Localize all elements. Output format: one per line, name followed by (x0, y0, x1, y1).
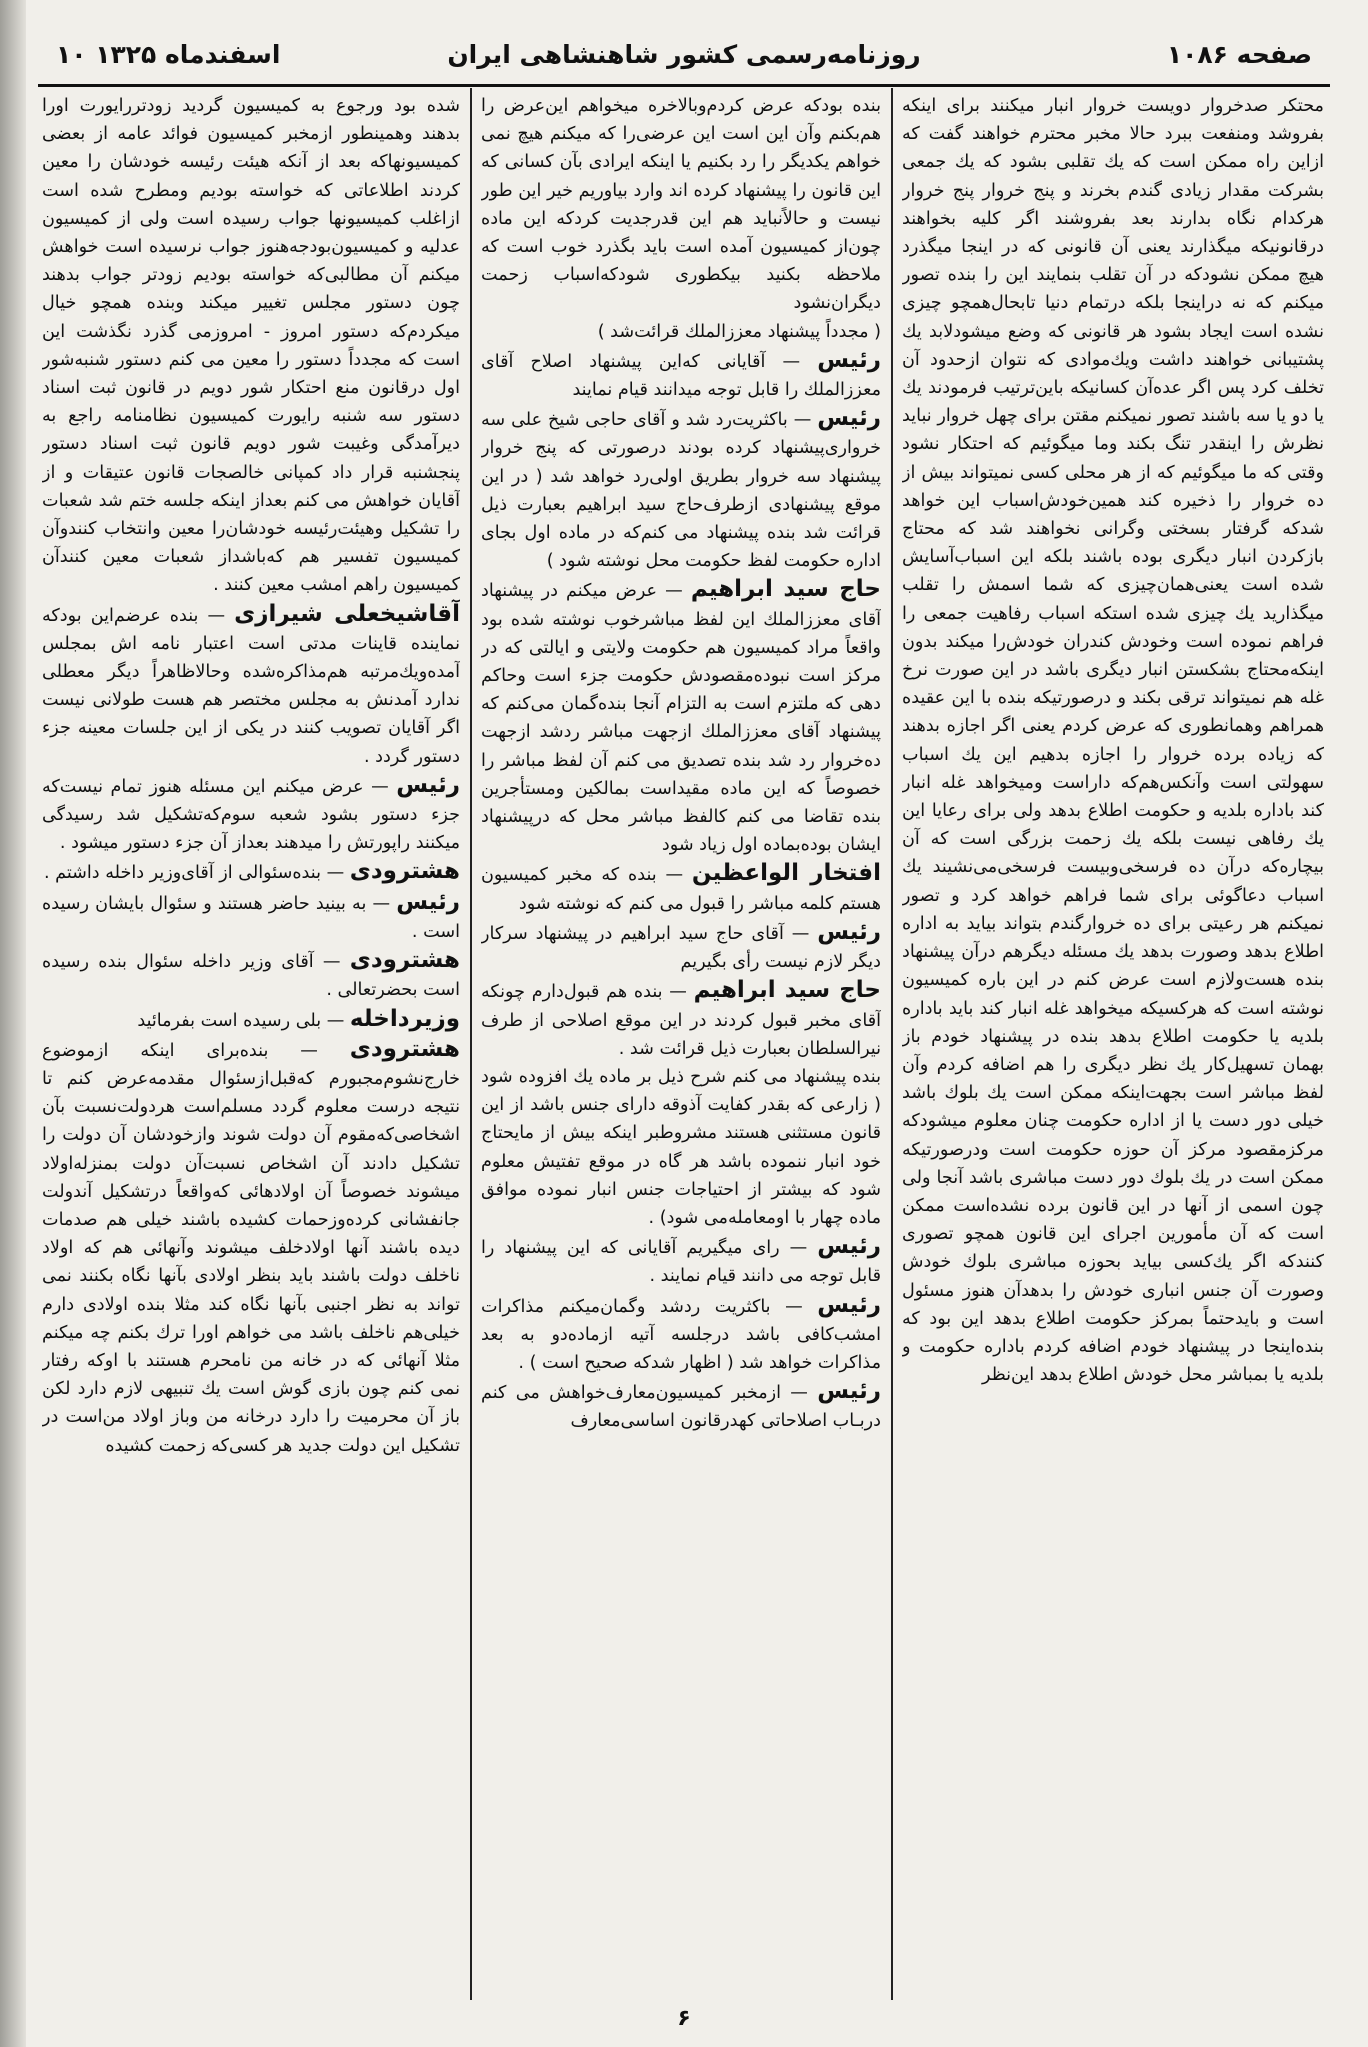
paragraph: شده بود ورجوع به کمیسیون گردید زودتررایورت اورا بدهند وهمینطور ازمخبر کمیسیون فوائد عامه از بعضی کمیسیونهاکه بعد از آنکه هیئت رئیسه خودشان را معین کردند اطلاعاتی که خواسته بودیم ومطرح شده است ازاغلب کمیسیونها جواب رسیده است ولی از کمیسیون عدلیه و کمیسیون‌بودجه‌هنوز جواب نرسیده است خواهش میکنم آن مطالبی‌که خواسته بودیم زودتر جواب بدهند چون دستور مجلس تغییر میکند وبنده همچو خیال میکردم‌که دستور امروز - امروزمی گذرد نگذشت این است که مجدداً دستور را معین می کنم دستور شنبه‌شور اول درقانون منع احتکار شور دویم در قانون ثبت اسناد دستور سه شنبه رایورت کمیسیون نظامنامه راجع به دیرآمدگی وغیبت شور دویم قانون ثبت اسناد دستور پنجشنبه قرار داد کمپانی خالصجات قانون عتیقات و از آقایان خواهش می کنم بعداز اینکه جلسه ختم شد شعبات را تشکیل وهیئت‌رئیسه خودشان‌را معین وانتخاب کنندوآن کمیسیون تفسیر هم که‌باشداز شعبات معین کنندآن کمیسیون راهم امشب معین کنند . (42, 96, 460, 596)
speaker-name: رئیس (396, 771, 460, 798)
issue-date: ۱۰ اسفندماه ۱۳۲۵ (56, 40, 281, 69)
column-divider-right (891, 88, 893, 2000)
speaker-name: رئیس (817, 918, 881, 945)
header-rule (38, 84, 1330, 87)
gazette-title: روزنامه‌رسمی کشور شاهنشاهی ایران (447, 40, 921, 69)
speaker-name: رئیس (817, 1291, 881, 1318)
speaker-name: حاج سید ابراهیم (690, 576, 881, 603)
paragraph: ( مجدداً پیشنهاد معزز‌الملك قرائت‌شد ) (597, 321, 881, 342)
paragraph: آقاشیخعلی شیرازی — بنده عرضم‌این بودکه نماینده قاینات مدتی است اعتبار نامه اش بمجلس آمده‌ویك‌مرتبه هم‌مذاکره‌شده وحالاظاهراً دیگر معطلی ندارد آمدنش به مجلس مختصر هم هست طولانی نیست اگر آقایان تصویب کنند در یکی از این جلسات معینه جزء دستور گردد . (42, 600, 460, 767)
speaker-name: حاج سید ابراهیم (693, 977, 881, 1004)
paragraph: رئیس — ازمخبر کمیسیون‌معارف‌خواهش می کنم دربـاب اصلاحاتی کهدرقانون اساسی‌معارف (481, 1378, 881, 1432)
column-middle (481, 92, 881, 1992)
paragraph: رئیس — به بینید حاضر هستند و سئوال بایشان رسیده است . (42, 888, 460, 942)
column-divider-left (470, 88, 472, 2000)
paragraph: رئیس — رای میگیریم آقایانی که این پیشنهاد را قابل توجه می دانند قیام نمایند . (481, 1233, 881, 1287)
paragraph: رئیس — عرض میکنم این مسئله هنوز تمام نیست‌که جزء دستور بشود شعبه سوم‌که‌تشکیل شد رسیدگی میکنند راپورتش را میدهند بعداز آن جزء دستور میشود . (42, 771, 460, 854)
paragraph: حاج سید ابراهیم — عرض میکنم در پیشنهاد آقای معزز‌الملك این لفظ مباشرخوب نوشته شده بود واقعاً مراد کمیسیون هم حکومت ولایتی و ایالتی که در مرکز است نبوده‌مقصودش حکومت جزء است وحاکم دهی که ملتزم است به التزام آنجا بنده‌گمان می‌کنم که پیشنهاد آقای معزز‌الملك ازجهت مباشر ردشد ازجهت ده‌خروار رد شد بنده تصدیق می کنم آن لفظ مباشر را خصوصاً که این ماده مقیداست بمالکین ومستأجرین بنده تقاضا می کنم کالفظ مباشر محل که درپیشنهاد ایشان بوده‌بماده اول زیاد شود (481, 576, 881, 856)
speaker-name: رئیس (817, 405, 881, 432)
paragraph: رئیس — باکثریت‌رد شد و آقای حاجی شیخ علی سه خرواری‌پیشنهاد کرده بودند درصورتی که پنج خروار پیشنهاد سه خروار بطریق اولی‌رد خواهد شد ( در این موقع پیشنهادی ازطرف‌حاج سید ابراهیم بعبارت ذیل قرائت شد بنده پیشنهاد می کنم‌که در ماده اول بجای اداره حکومت لفظ حکومت محل نوشته شود ) (481, 405, 881, 572)
page-header (38, 22, 1330, 82)
page-label: صفحه ۱۰۸۶ (1166, 40, 1312, 69)
speaker-name: رئیس (817, 346, 881, 373)
column-left (42, 92, 460, 1992)
paragraph: محتکر صدخروار دویست خروار انبار میکنند برای اینکه بفروشد ومنفعت ببرد حالا مخبر محترم خواهند گفت که ازاین راه ممکن است که یك تقلبی بشود که یك جمعی بشرکت مقدار زیادی گندم بخرند و پنج خروار پنج خروار هرکدام نگاه بدارند بعد بفروشند اگر کلیه بخواهند درقانونیکه میگذارند یعنی آن قانونی که در اینجا میگذرد هیچ ممکن نشودکه در آن تقلب بنمایند این را بنده تصور میکنم که نه دراینجا بلکه درتمام دنیا تابحال‌همچو چیزی نشده است ایجاد بشود هر قانونی که وضع میشودلابد یك پشتیبانی خواهند داشت ویك‌موادی که نتوان ازحدود آن تخلف کرد پس اگر عده‌آن کسانیکه باین‌ترتیب فرمودند یك یا دو یا سه باشند تصور نمیکنم مقتن برای چهل خروار نباید نظرش را اینقدر تنگ بکند وما میگوئیم که احتکار نشود وقتی که ما میگوئیم که از هر محلی کسی نمیتواند بیش از ده خروار را ذخیره کند همین‌خودش‌اسباب این خواهد شدکه گرفتار بسختی وگرانی نخواهند شد که محتاج بازکردن انبار دیگری بوده باشند بلکه این اسباب‌آسایش شده است یعنی‌همان‌چیزی که شما اسمش را تقلب میگذارید یك چیزی شده استکه اسباب رفاهیت جمعی را فراهم نموده است وخودش کندران خودش‌را میکند بدون اینکه‌محتاج بشکستن انبار دیگری باشد در این صورت نرخ غله هم نمیتواند ترقی بکند و درصورتیکه بنده با این عقیده همراهم وهمانطوری که عرض کردم یعنی اگر اجازه بدهند که زیاده برده خروار را اجازه بدهیم این یك اسباب سهولتی است وآنکس‌هم‌که داراست ومیخواهد غله انبار کند باداره بلدیه و حکومت اطلاع بدهد ولی برای رعایا این یك رفاهی نیست بلکه یك زحمت بزرگی است که آن بیچاره‌که درآن ده فرسخی‌وبیست فرسخی‌می‌نشیند یك اسباب دعاگوئی برای شما فراهم خواهد کرد و تصور نمیکنم هر رعیتی برای ده خروارگندم بتواند بیاید به اداره اطلاع بدهد وصورت بدهد یك مسئله دیگرهم درآن پیشنهاد بنده هست‌ولازم است عرض کنم در این باره کمیسیون نوشته است که هرکسیکه میخواهد غله انبار کند باید باداره بلدیه یا حکومت اطلاع بدهد بنده در پیشنهاد خودم باز بهمان تسهیل‌کار یك نظر دیگری را هم اضافه کردم وآن لفظ مباشر است بجهت‌اینکه ممکن است یك بلوك باشد خیلی دور دست یا از اداره حکومت چنان معلوم میشودکه مرکزمقصود مرکز آن حوزه حکومت است ودرصورتیکه ممکن است در یك بلوك دور دست مباشری باشد آنجا ولی چون اسمی از آنها در این قانون برده نشده‌است ممکن است که آن مأمورین اجرای این قانون همچو تصوری کنندکه اگر یك‌کسی بیاید بحوزه مباشری بلوك خودش وصورت آن جنس انباری خودش را بدهدآن هنوز مسئول است و بایدحتماً بمرکز حکومت اطلاع بدهد این بود که بنده‌اینجا در پیشنهاد خودم اضافه کردم باداره حکومت و بلدیه یا بمباشر محل خودش اطلاع بدهد این‌نظر (902, 96, 1324, 1386)
speaker-name: رئیس (396, 888, 460, 915)
paragraph: بنده بودکه عرض کردم‌وبالاخره میخواهم این‌عرض را هم‌بکنم وآن این است این عرضی‌را که میکنم هیچ نمی خواهم یکدیگر را رد بکنیم یا اینکه ایرادی بآن کسانی که این قانون را پیشنهاد کرده اند وارد بیاوریم خیر این طور نیست و حالاًنباید هم این قدرجدیت کردکه این ماده چون‌از کمیسیون آمده است باید بگذرد خوب است که ملاحظه بکنید بیکطوری شودکه‌اسباب زحمت دیگران‌نشود (481, 96, 881, 314)
paragraph: افتخار الواعظین — بنده که مخبر کمیسیون هستم کلمه مباشر را قبول می کنم که نوشته شود (481, 860, 881, 914)
paragraph: رئیس — آقایانی که‌این پیشنهاد اصلاح آقای معزز‌الملك را قابل توجه میدانند قیام نمایند (481, 346, 881, 401)
paragraph: رئیس — آقای حاج سید ابراهیم در پیشنهاد سرکار دیگر لازم نیست رأی بگیریم (481, 918, 881, 973)
paragraph: هشترودی — آقای وزیر داخله سئوال بنده رسیده است بحضرتعالی . (42, 947, 460, 1001)
paragraph: هشترودی — بنده‌برای اینکه ازموضوع خارج‌نشوم‌مجبورم که‌قبل‌ازسئوال مقدمه‌عرض کنم تا نتیجه درست معلوم گردد مسلم‌است هردولت‌نسبت بآن اشخاصی‌که‌مقوم آن دولت شوند وازخودشان آن دولت را تشکیل دادند آن اشخاص نسبت‌آن دولت بمنزله‌اولاد میشوند خصوصاً آن اولادهائی که‌واقعاً درتشکیل آندولت جانفشانی کرده‌وزحمات کشیده باشند خیلی هم صدمات دیده باشند آنها اولادخلف میشوند وآنهائی هم که اولاد ناخلف دولت باشند باید بنظر اولادی بآنها نگاه بکنند نمی تواند به نظر اجنبی بآنها نگاه کند مثلا بنده اولادی دارم خیلی‌هم ناخلف باشد می خواهم اورا ترك بکنم چه میکنم مثلا آنهائی که در خانه من نامحرم هستند با اوکه رفتار نمی کنم چون بازی گوش است یك تنبیهی لازم دارد لکن باز آن محرمیت را دارد درخانه من وباز اولاد من‌است در تشکیل این دولت جدید هر کسی‌که زحمت کشیده (42, 1035, 460, 1456)
scan-edge-shadow (0, 0, 26, 2047)
speaker-name: وزیرداخله (349, 1005, 460, 1032)
speaker-name: رئیس (817, 1378, 881, 1405)
speaker-name: آقاشیخعلی شیرازی (234, 600, 460, 627)
paragraph: رئیس — باکثریت ردشد وگمان‌میکنم مذاکرات امشب‌کافی باشد درجلسه آتیه ازماده‌دو به بعد مذاکرات خواهد شد ( اظهار شدکه صحیح است ) . (481, 1291, 881, 1373)
speaker-name: هشترودی (349, 858, 460, 885)
speaker-name: هشترودی (349, 1035, 460, 1062)
speaker-name: افتخار الواعظین (691, 860, 881, 887)
paragraph: هشترودی — بنده‌سئوالی از آقای‌وزیر داخله داشتم . (43, 858, 460, 885)
speaker-name: هشترودی (349, 947, 460, 974)
paragraph: بنده پیشنهاد می کنم شرح ذیل بر ماده یك افزوده شود ( زارعی که بقدر کفایت آذوقه دارای جنس باشد از این قانون مستثنی هستند مشروطبر اینکه بیش از مایحتاج خود انبار ننموده باشد هر گاه در موقع تفتیش معلوم شود که بیشتر از احتیاجات جنس انبار نموده موافق ماده چهار با اومعامله‌می شود) . (481, 1066, 881, 1228)
paragraph: حاج سید ابراهیم — بنده هم قبول‌دارم چونکه آقای مخبر قبول کردند در این موقع اصلاحی از طرف نیرالسلطان بعبارت ذیل قرائت شد . (481, 977, 881, 1059)
page-number: ۶ (677, 2006, 691, 2031)
paragraph: وزیرداخله — بلی رسیده است بفرمائید (137, 1005, 460, 1032)
column-right (902, 92, 1324, 1992)
speaker-name: رئیس (817, 1233, 881, 1260)
